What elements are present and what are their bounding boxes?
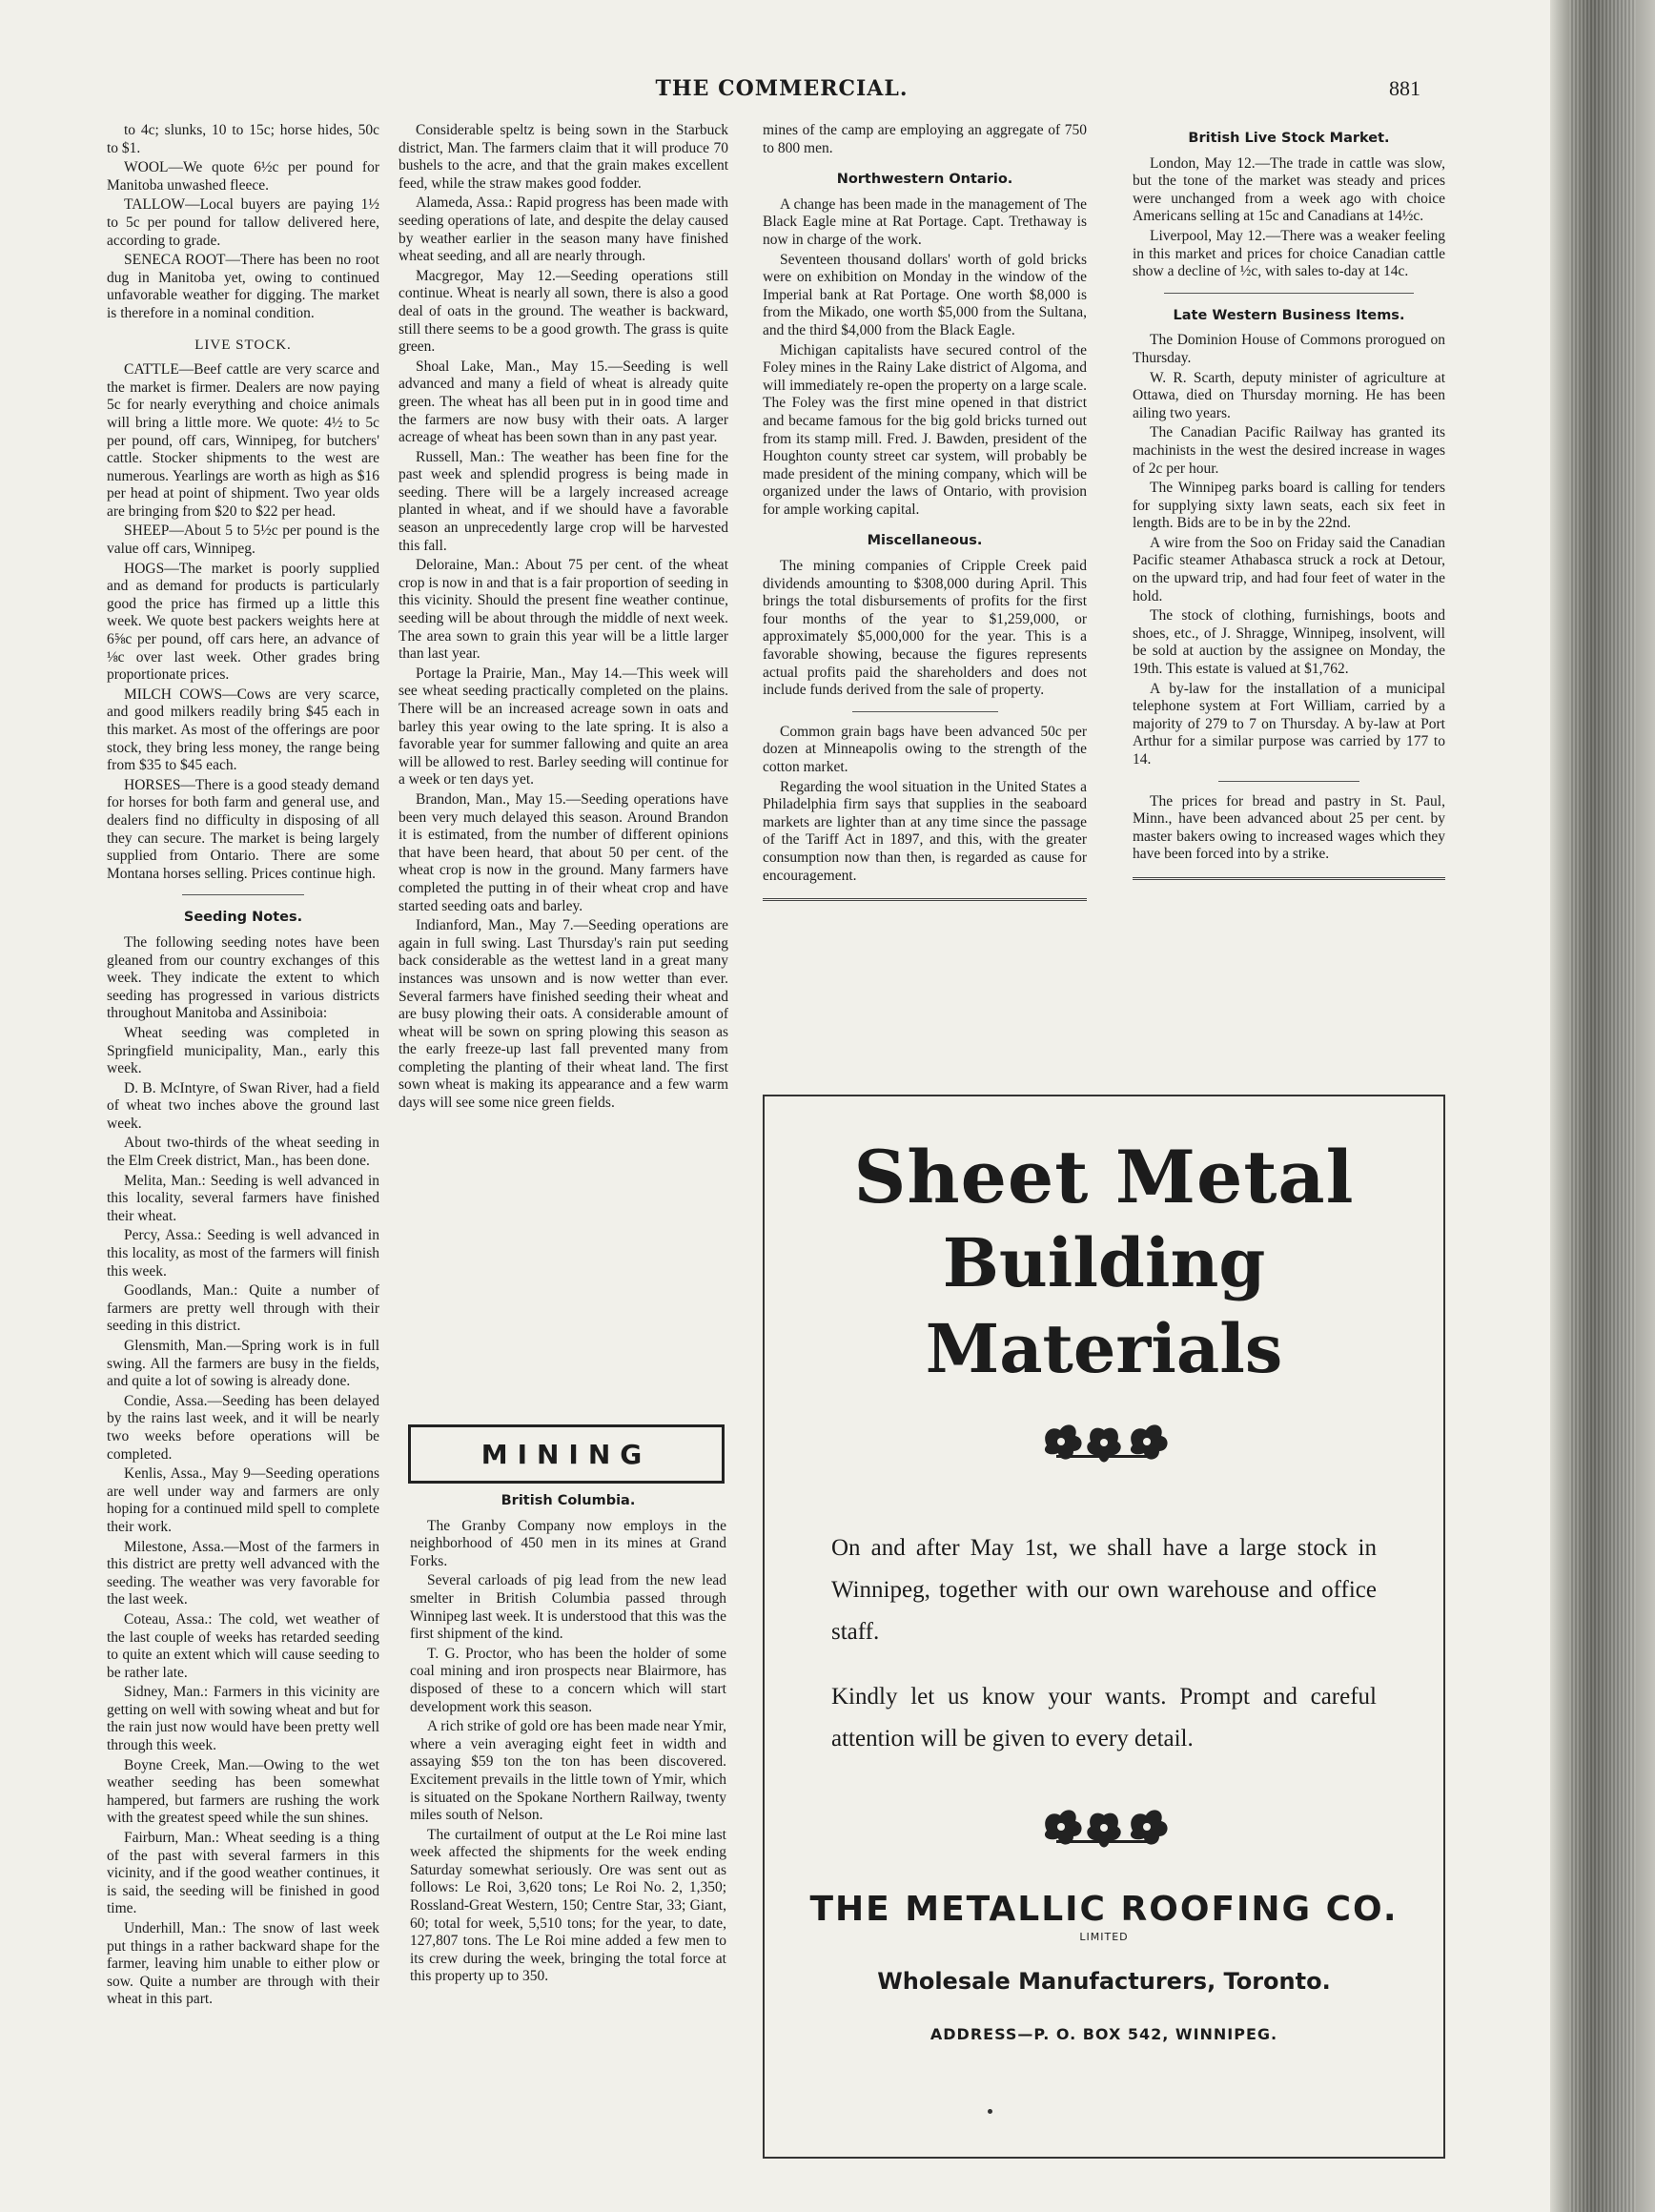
- paragraph: The prices for bread and pastry in St. Paul, Minn., have been advanced about 25 per cent. by master bakers owing to increased wages which they have been forced into by a strike.: [1133, 792, 1445, 863]
- paragraph: About two-thirds of the wheat seeding in the Elm Creek district, Man., has been done.: [107, 1135, 379, 1170]
- paragraph: A rich strike of gold ore has been made near Ymir, where a vein averaging eight feet in width and assaying $59 ton the ton has been discovered. Excitement prevails in the little town of Ymir, which is situated on the Spokane Northern Railway, twenty miles south of Nelson.: [410, 1718, 726, 1824]
- paragraph: SENECA ROOT—There has been no root dug in Manitoba yet, owing to continued unfavorable weather for digging. The market is therefore in a nominal condition.: [107, 252, 379, 321]
- paragraph: Indianford, Man., May 7.—Seeding operations are again in full swing. Last Thursday's rain put seeding back considerable as the wettest land in a great many instances was unsown and is now wetter than ever. Several farmers have finished seeding their wheat and are busy plowing their oats. A considerable amount of wheat will be sown on spring plowing this season as the early freeze-up last fall prevented many from completing the planting of their wheat land. The first sown wheat is making its appearance and a few warm days will see some nice green fields.: [398, 917, 728, 1112]
- ad-wholesale-line: Wholesale Manufacturers, Toronto.: [877, 1968, 1331, 1995]
- paragraph: Liverpool, May 12.—There was a weaker feeling in this market and prices for choice Canadian cattle show a decline of ½c, with sales to-day at 14c.: [1133, 227, 1445, 280]
- paragraph: The Dominion House of Commons prorogued on Thursday.: [1133, 332, 1445, 366]
- paragraph: The Winnipeg parks board is calling for tenders for supplying sixty lawn seats, each six feet in length. Bids are to be in by the 22nd.: [1133, 480, 1445, 532]
- paragraph: Seventeen thousand dollars' worth of gold bricks were on exhibition on Monday in the window of the Imperial bank at Rat Portage. One worth $8,000 is from the Mikado, one worth $5,000 from the Sultana, and the third $4,000 from the Black Eagle.: [763, 251, 1087, 338]
- paragraph: Regarding the wool situation in the United States a Philadelphia firm says that supplies in the seaboard markets are lighter than at any time since the passage of the Tariff Act in 1897, and this, with the greater consumption now than then, is regarded as cause for encouragement.: [763, 778, 1087, 884]
- paragraph: London, May 12.—The trade in cattle was slow, but the tone of the market was steady and prices were unchanged from a week ago with choice Americans selling at 15c and Canadians at 14½c.: [1133, 154, 1445, 225]
- paragraph: Goodlands, Man.: Quite a number of farmers are pretty well through with their seeding in this district.: [107, 1282, 379, 1335]
- paragraph: A wire from the Soo on Friday said the Canadian Pacific steamer Athabasca struck a rock at Detour, on the upward trip, and had four feet of water in the hold.: [1133, 534, 1445, 604]
- column-1: [107, 122, 379, 2162]
- paragraph: TALLOW—Local buyers are paying 1½ to 5c per pound for tallow delivered here, according to grade.: [107, 196, 379, 249]
- paragraph: The following seeding notes have been gleaned from our country exchanges of this week. They indicate the extent to which seeding has progressed in various districts throughout Manitoba and Assiniboia:: [107, 933, 379, 1022]
- book-binding-edge: [1550, 0, 1655, 2212]
- paragraph: to 4c; slunks, 10 to 15c; horse hides, 50c to $1.: [107, 122, 379, 156]
- page-header: [143, 76, 1420, 114]
- seeding-notes-section: [107, 934, 379, 2009]
- paragraph: SHEEP—About 5 to 5½c per pound is the value off cars, Winnipeg.: [107, 522, 379, 558]
- paragraph: D. B. McIntyre, of Swan River, had a field of wheat two inches above the ground last week.: [107, 1079, 379, 1132]
- ad-headline: Sheet Metal: [853, 1135, 1355, 1219]
- mining-section-banner: MINING: [408, 1424, 725, 1484]
- paragraph: A by-law for the installation of a municipal telephone system at Fort William, carried by a majority of 279 to 7 on Thursday. A by-law at Port Arthur for a similar purpose was carried by 177 to 14.: [1133, 680, 1445, 768]
- paragraph: HOGS—The market is poorly supplied and as demand for products is particularly good the price has firmed up a little this week. We quote best packers weights here at 6⅝c per pound, off cars here, an advance of ⅛c over last week. Other grades bring proportionate prices.: [107, 560, 379, 684]
- paragraph: Sidney, Man.: Farmers in this vicinity are getting on well with sowing wheat and but for the rain just now would have been pretty well through this week.: [107, 1684, 379, 1754]
- paragraph: Glensmith, Man.—Spring work is in full swing. All the farmers are busy in the fields, and quite a lot of sowing is already done.: [107, 1338, 379, 1390]
- paragraph: The curtailment of output at the Le Roi mine last week affected the shipments for the week ending Saturday somewhat seriously. Ore was sent out as follows: Le Roi, 3,620 tons; Le Roi No. 2, 1,350; Rossland-Great Western, 150; Centre Star, 33; Giant, 60; total for week, 5,510 tons; for the year, to date, 127,807 tons. The Le Roi mine added a few men to its crew during the week, bringing the total force at this property up to 350.: [410, 1826, 726, 1985]
- paragraph: Boyne Creek, Man.—Owing to the wet weather seeding has been somewhat hampered, but farmers are rushing the work with the greatest speed while the sun shines.: [107, 1756, 379, 1827]
- divider: [182, 894, 305, 895]
- paragraph: MILCH COWS—Cows are very scarce, and good milkers readily bring $45 each in this market. As most of the offerings are poor stock, they bring less money, the range being from $35 to $45 each.: [107, 686, 379, 774]
- column-2: [398, 122, 728, 1381]
- ad-address: ADDRESS—P. O. BOX 542, WINNIPEG.: [930, 2025, 1278, 2043]
- paragraph: Shoal Lake, Man., May 15.—Seeding is well advanced and many a field of wheat is already quite green. The wheat has all been put in in good time and the farmers are now busy with their oats. A larger acreage of wheat has been sown than in any past year.: [398, 358, 728, 446]
- paragraph: Considerable speltz is being sown in the Starbuck district, Man. The farmers claim that it will produce 70 bushels to the acre, and that the grain makes excellent feed, while the straw makes good fodder.: [398, 122, 728, 192]
- floral-ornament-icon: [1037, 1802, 1171, 1855]
- paragraph: Alameda, Assa.: Rapid progress has been made with seeding operations of late, and despite the delay caused by weather earlier in the season many have finished wheat seeding, and all are nearly through.: [398, 195, 728, 265]
- paragraph: The Canadian Pacific Railway has granted its machinists in the west the desired increase in wages of 2c per hour.: [1133, 424, 1445, 477]
- divider: [1218, 781, 1359, 782]
- paragraph: Common grain bags have been advanced 50c per dozen at Minneapolis owing to the strength of the cotton market.: [763, 723, 1087, 775]
- section-heading-miscellaneous: Miscellaneous.: [867, 533, 983, 549]
- paragraph: The Granby Company now employs in the neighborhood of 450 men in its mines at Grand Forks.: [410, 1517, 726, 1569]
- live-stock-section: [107, 361, 379, 883]
- ad-headline: Materials: [925, 1309, 1283, 1388]
- paragraph: The mining companies of Cripple Creek paid dividends amounting to $308,000 during April. This brings the total disbursements of profits for the first four months of the year to $1,259,000, or approximately $5,000,000 for the year. This is a favorable showing, because the figures represents actual profits paid the shareholders and does not include funds derived from the sale of property.: [763, 558, 1087, 699]
- paragraph: HORSES—There is a good steady demand for horses for both farm and general use, and dealers find no difficulty in disposing of all they can secure. The market is being largely supplied from Ontario. There are some Montana horses selling. Prices continue high.: [107, 776, 379, 882]
- paragraph: A change has been made in the management of The Black Eagle mine at Rat Portage. Capt. Trethaway is now in charge of the work.: [763, 195, 1087, 248]
- divider: [852, 711, 998, 712]
- market-notes: [107, 122, 379, 323]
- ad-body-text: On and after May 1st, we shall have a large stock in Winnipeg, together with our own warehouse and office staff.: [831, 1535, 1377, 1645]
- paragraph: Coteau, Assa.: The cold, wet weather of the last couple of weeks has retarded seeding to quite an extent which will cause seeding to be rather late.: [107, 1610, 379, 1681]
- section-heading-seeding-notes: Seeding Notes.: [183, 910, 303, 926]
- paragraph: Milestone, Assa.—Most of the farmers in this district are pretty well advanced with the seeding. The weather was very favorable for the last week.: [107, 1538, 379, 1608]
- section-heading-live-stock: LIVE STOCK.: [194, 337, 292, 353]
- paragraph: Portage la Prairie, Man., May 14.—This week will see wheat seeding practically completed on the plains. There will be an increased acreage sown in oats and barley this year owing to the late spring. It is also a favorable year for summer fallowing and quite an area will be allowed to rest. Barley seeding will continue for a week or ten days yet.: [398, 665, 728, 789]
- print-speck: [988, 2109, 992, 2114]
- page-number: 881: [1389, 76, 1420, 100]
- publication-title: THE COMMERCIAL.: [655, 76, 909, 101]
- paragraph: T. G. Proctor, who has been the holder of some coal mining and iron prospects near Blairmore, has disposed of these to a concern which will start development work this season.: [410, 1645, 726, 1715]
- column-end-rule: [763, 898, 1087, 901]
- paragraph: CATTLE—Beef cattle are very scarce and the market is firmer. Dealers are now paying 5c for nearly everything and choice animals will bring a little more. We quote: 4½ to 5c per pound, off cars, Winnipeg, for butchers' cattle. Stocker shipments to the west are numerous. Yearlings are worth as high as $16 per head at point of shipment. Two year olds are bringing from $20 to $22 per head.: [107, 361, 379, 520]
- paragraph: Fairburn, Man.: Wheat seeding is a thing of the past with several farmers in this vicinity, and if the good weather continues, it is said, the seeding will be finished in good time.: [107, 1830, 379, 1917]
- paragraph: Wheat seeding was completed in Springfield municipality, Man., early this week.: [107, 1024, 379, 1077]
- section-heading-northwestern-ontario: Northwestern Ontario.: [836, 172, 1013, 188]
- paragraph: Deloraine, Man.: About 75 per cent. of the wheat crop is now in and that is a fair proportion of seeding in this vicinity. Should the present fine weather continue, seeding will be about through the middle of next week. The area sown to grain this year will be a little larger than last year.: [398, 557, 728, 663]
- paragraph: The stock of clothing, furnishings, boots and shoes, etc., of J. Shragge, Winnipeg, insolvent, will be sold at auction by the assignee on Monday, the 19th. This estate is valued at $1,762.: [1133, 607, 1445, 678]
- paragraph: Condie, Assa.—Seeding has been delayed by the rains last week, and it will be nearly two weeks before operations will be completed.: [107, 1392, 379, 1463]
- mining-section: [410, 1492, 726, 2169]
- paragraph: Russell, Man.: The weather has been fine for the past week and splendid progress is being made in seeding. There will be a largely increased acreage planted in wheat, and if we should have a favorable season an unprecedently large crop will be harvested this fall.: [398, 448, 728, 554]
- paragraph: W. R. Scarth, deputy minister of agriculture at Ottawa, died on Thursday morning. He has been ailing two years.: [1133, 369, 1445, 421]
- paragraph: Kenlis, Assa., May 9—Seeding operations are well under way and farmers are only hoping for a continued mild spell to complete their work.: [107, 1465, 379, 1535]
- paragraph: Brandon, Man., May 15.—Seeding operations have been very much delayed this season. Around Brandon it is estimated, from the number of different opinions that have been heard, that about 50 per cent. of the wheat crop is now in the ground. Many farmers have completed the putting in of their wheat crop and have started seeding oats and barley.: [398, 790, 728, 914]
- paragraph: Michigan capitalists have secured control of the Foley mines in the Rainy Lake district of Algoma, and will immediately re-open the property on a large scale. The Foley was the first mine opened in that district and became famous for the big gold bricks turned out from its stamp mill. Fred. J. Bawden, president of the Houghton county street car system, will probably be made president of the mining company, which will be organized under the laws of Ontario, with provision for ample working capital.: [763, 341, 1087, 518]
- column-4: [1133, 122, 1445, 1085]
- paragraph: Macgregor, May 12.—Seeding operations still continue. Wheat is nearly all sown, there is also a good deal of oats in the ground. The weather is backward, still there seems to be a good growth. The grass is quite green.: [398, 267, 728, 356]
- column-3: [763, 122, 1087, 1085]
- paragraph: Percy, Assa.: Seeding is well advanced in this locality, as most of the farmers will finish this week.: [107, 1227, 379, 1280]
- section-heading-british-columbia: British Columbia.: [501, 1493, 636, 1508]
- section-heading-british-live-stock: British Live Stock Market.: [1188, 131, 1390, 146]
- ad-headline: Building: [942, 1223, 1266, 1302]
- paragraph: Melita, Man.: Seeding is well advanced in this locality, several farmers have finished their wheat.: [107, 1172, 379, 1224]
- divider: [1164, 293, 1414, 294]
- floral-ornament-icon: [1037, 1417, 1171, 1470]
- advertisement-metallic-roofing: [763, 1095, 1445, 2159]
- ad-body-text: Kindly let us know your wants. Prompt and careful attention will be given to every detail.: [831, 1684, 1377, 1751]
- ad-company-name: THE METALLIC ROOFING CO.: [809, 1890, 1399, 1929]
- section-heading-late-western-business: Late Western Business Items.: [1173, 307, 1405, 323]
- ad-company-limited: LIMITED: [1079, 1931, 1129, 1943]
- column-end-rule: [1133, 877, 1445, 880]
- paragraph: mines of the camp are employing an aggregate of 750 to 800 men.: [763, 122, 1087, 156]
- paragraph: Underhill, Man.: The snow of last week put things in a rather backward shape for the farmer, leaving him unable to either plow or sow. Quite a number are through with their wheat in this part.: [107, 1920, 379, 2008]
- paragraph: WOOL—We quote 6½c per pound for Manitoba unwashed fleece.: [107, 159, 379, 194]
- paragraph: Several carloads of pig lead from the new lead smelter in British Columbia passed through Winnipeg last week. It is understood that this was the first shipment of the kind.: [410, 1572, 726, 1643]
